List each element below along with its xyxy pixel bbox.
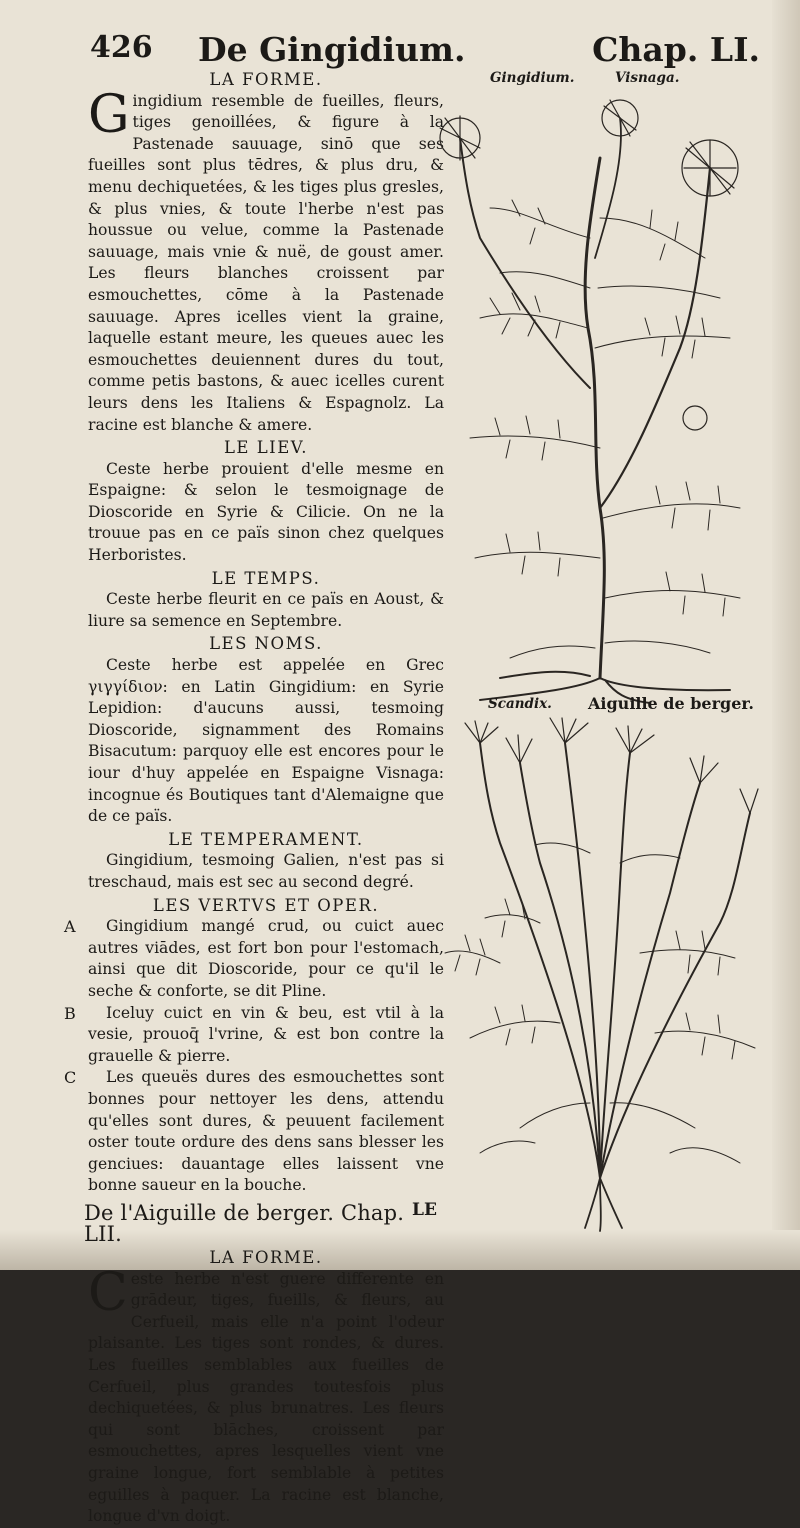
margin-letter-b: B [64,1003,76,1023]
text-column [64,68,444,1528]
page-header [90,30,760,70]
running-title: De Gingidium. [198,30,466,69]
chapter-label: Chap. LI. [592,30,760,69]
section-heading-vertus: LES VERTVS ET OPER. [152,895,380,915]
paragraph-temps: Ceste herbe fleurit en ce païs en Aoust, & liure sa semence en Septembre. [88,590,444,630]
scandix-woodcut [440,723,770,1233]
virtue-item-b [64,1003,444,1068]
paragraph-noms: Ceste herbe est appelée en Grec γιγγίδιον: en Latin Gingidium: en Syrie Lepidion: d'aucuns aussi, tesmoing Dioscoride, signamment des Romains Bisacutum: parquoy elle est encores pour le iour d'huy appelée en Espaigne Visnaga: incognue és Boutiques tant d'Alemaigne que de ce païs. [88,656,444,826]
virtue-text-b: Iceluy cuict en vin & beu, est vtil à la vesie, prouoq̄ l'vrine, & est bon contre la grauelle & pierre. [88,1003,444,1065]
paragraph-temperament: Gingidium, tesmoing Galien, n'est pas si treschaud, mais est sec au second degré. [88,851,444,891]
paragraph-aiguille-forme: Ceste herbe n'est guere differente en grādeur, tiges, fueills, & fleurs, au Cerfueil, mais elle n'a point l'odeur plaisante. Les tiges sont rondes, & dures. Les fueilles semblables aux fueilles de Cerfueil, plus grandes toutesfois plus dechiquetées, & plus brunatres. Les fleurs qui sont blāches, croissent par esmouchettes, apres lesquelles vient vne graine longue, fort semblable à petites eguilles à paquer. La racine est blanche, longue d'vn doigt. [88,1262,444,1526]
virtue-item-a [64,916,444,1002]
section-heading-lieu: LE LIEV. [223,438,309,458]
gingidium-woodcut [440,88,770,708]
next-chapter-subheading: LA FORME. [209,1248,323,1268]
section-heading-temps: LE TEMPS. [211,568,321,588]
paragraph-forme: Gingidium resemble de fueilles, fleurs, tiges genoillées, & figure à la Pastenade sauuage, sinō que ses fueilles sont plus tēdres, & plus dru, & menu dechiquetées, & les tiges plus gresles, & plus vnies, & toute l'herbe n'est pas houssue ou velue, comme la Pastenade sauuage, mais vnie & nuë, de goust amer. Les fleurs blanches croissent par esmouchettes, cōme à la Pastenade sauuage. Apres icelles vient la graine, laquelle estant meure, les queues auec les esmouchettes deuiennent dures du tout, comme petis bastons, & auec icelles curent leurs dens les Italiens & Espagnolz. La racine est blanche & amere. [88,84,444,434]
virtue-text-c: Les queuës dures des esmouchettes sont bonnes pour nettoyer les dens, attendu qu'elles sont dures, & peuuent facilement oster toute ordure des dens sans blesser les genciues: dauantage elles laissent vne bonne saueur en la bouche. [88,1068,444,1195]
figure-label-aiguille: Aiguille de berger. [588,694,754,713]
catchword: LE [412,1200,437,1220]
figure-label-visnaga: Visnaga. [615,70,680,86]
section-heading-noms: LES NOMS. [209,634,323,654]
virtue-text-a: Gingidium mangé crud, ou cuict auec autres viādes, est fort bon pour l'estomach, ainsi que dit Dioscoride, pour ce qu'il le seche & conforte, se dit Pline. [88,917,444,1000]
facing-page-bleed [772,0,800,1270]
virtue-item-c [64,1067,444,1197]
margin-letter-a: A [64,917,76,937]
section-heading-temperament: LE TEMPERAMENT. [168,829,364,849]
section-heading-forme: LA FORME. [209,70,323,89]
page-number: 426 [90,30,153,65]
paragraph-lieu: Ceste herbe prouient d'elle mesme en Espaigne: & selon le tesmoignage de Dioscoride en Syrie & Cilicie. On ne la trouue pas en ce païs sinon chez quelques Herboristes. [88,459,444,565]
botanical-illustrations [440,68,770,1238]
next-chapter-heading: De l'Aiguille de berger. Chap. LII. [84,1200,405,1247]
figure-label-scandix: Scandix. [488,696,552,712]
figure-label-gingidium: Gingidium. [490,70,575,86]
margin-letter-c: C [64,1068,77,1088]
